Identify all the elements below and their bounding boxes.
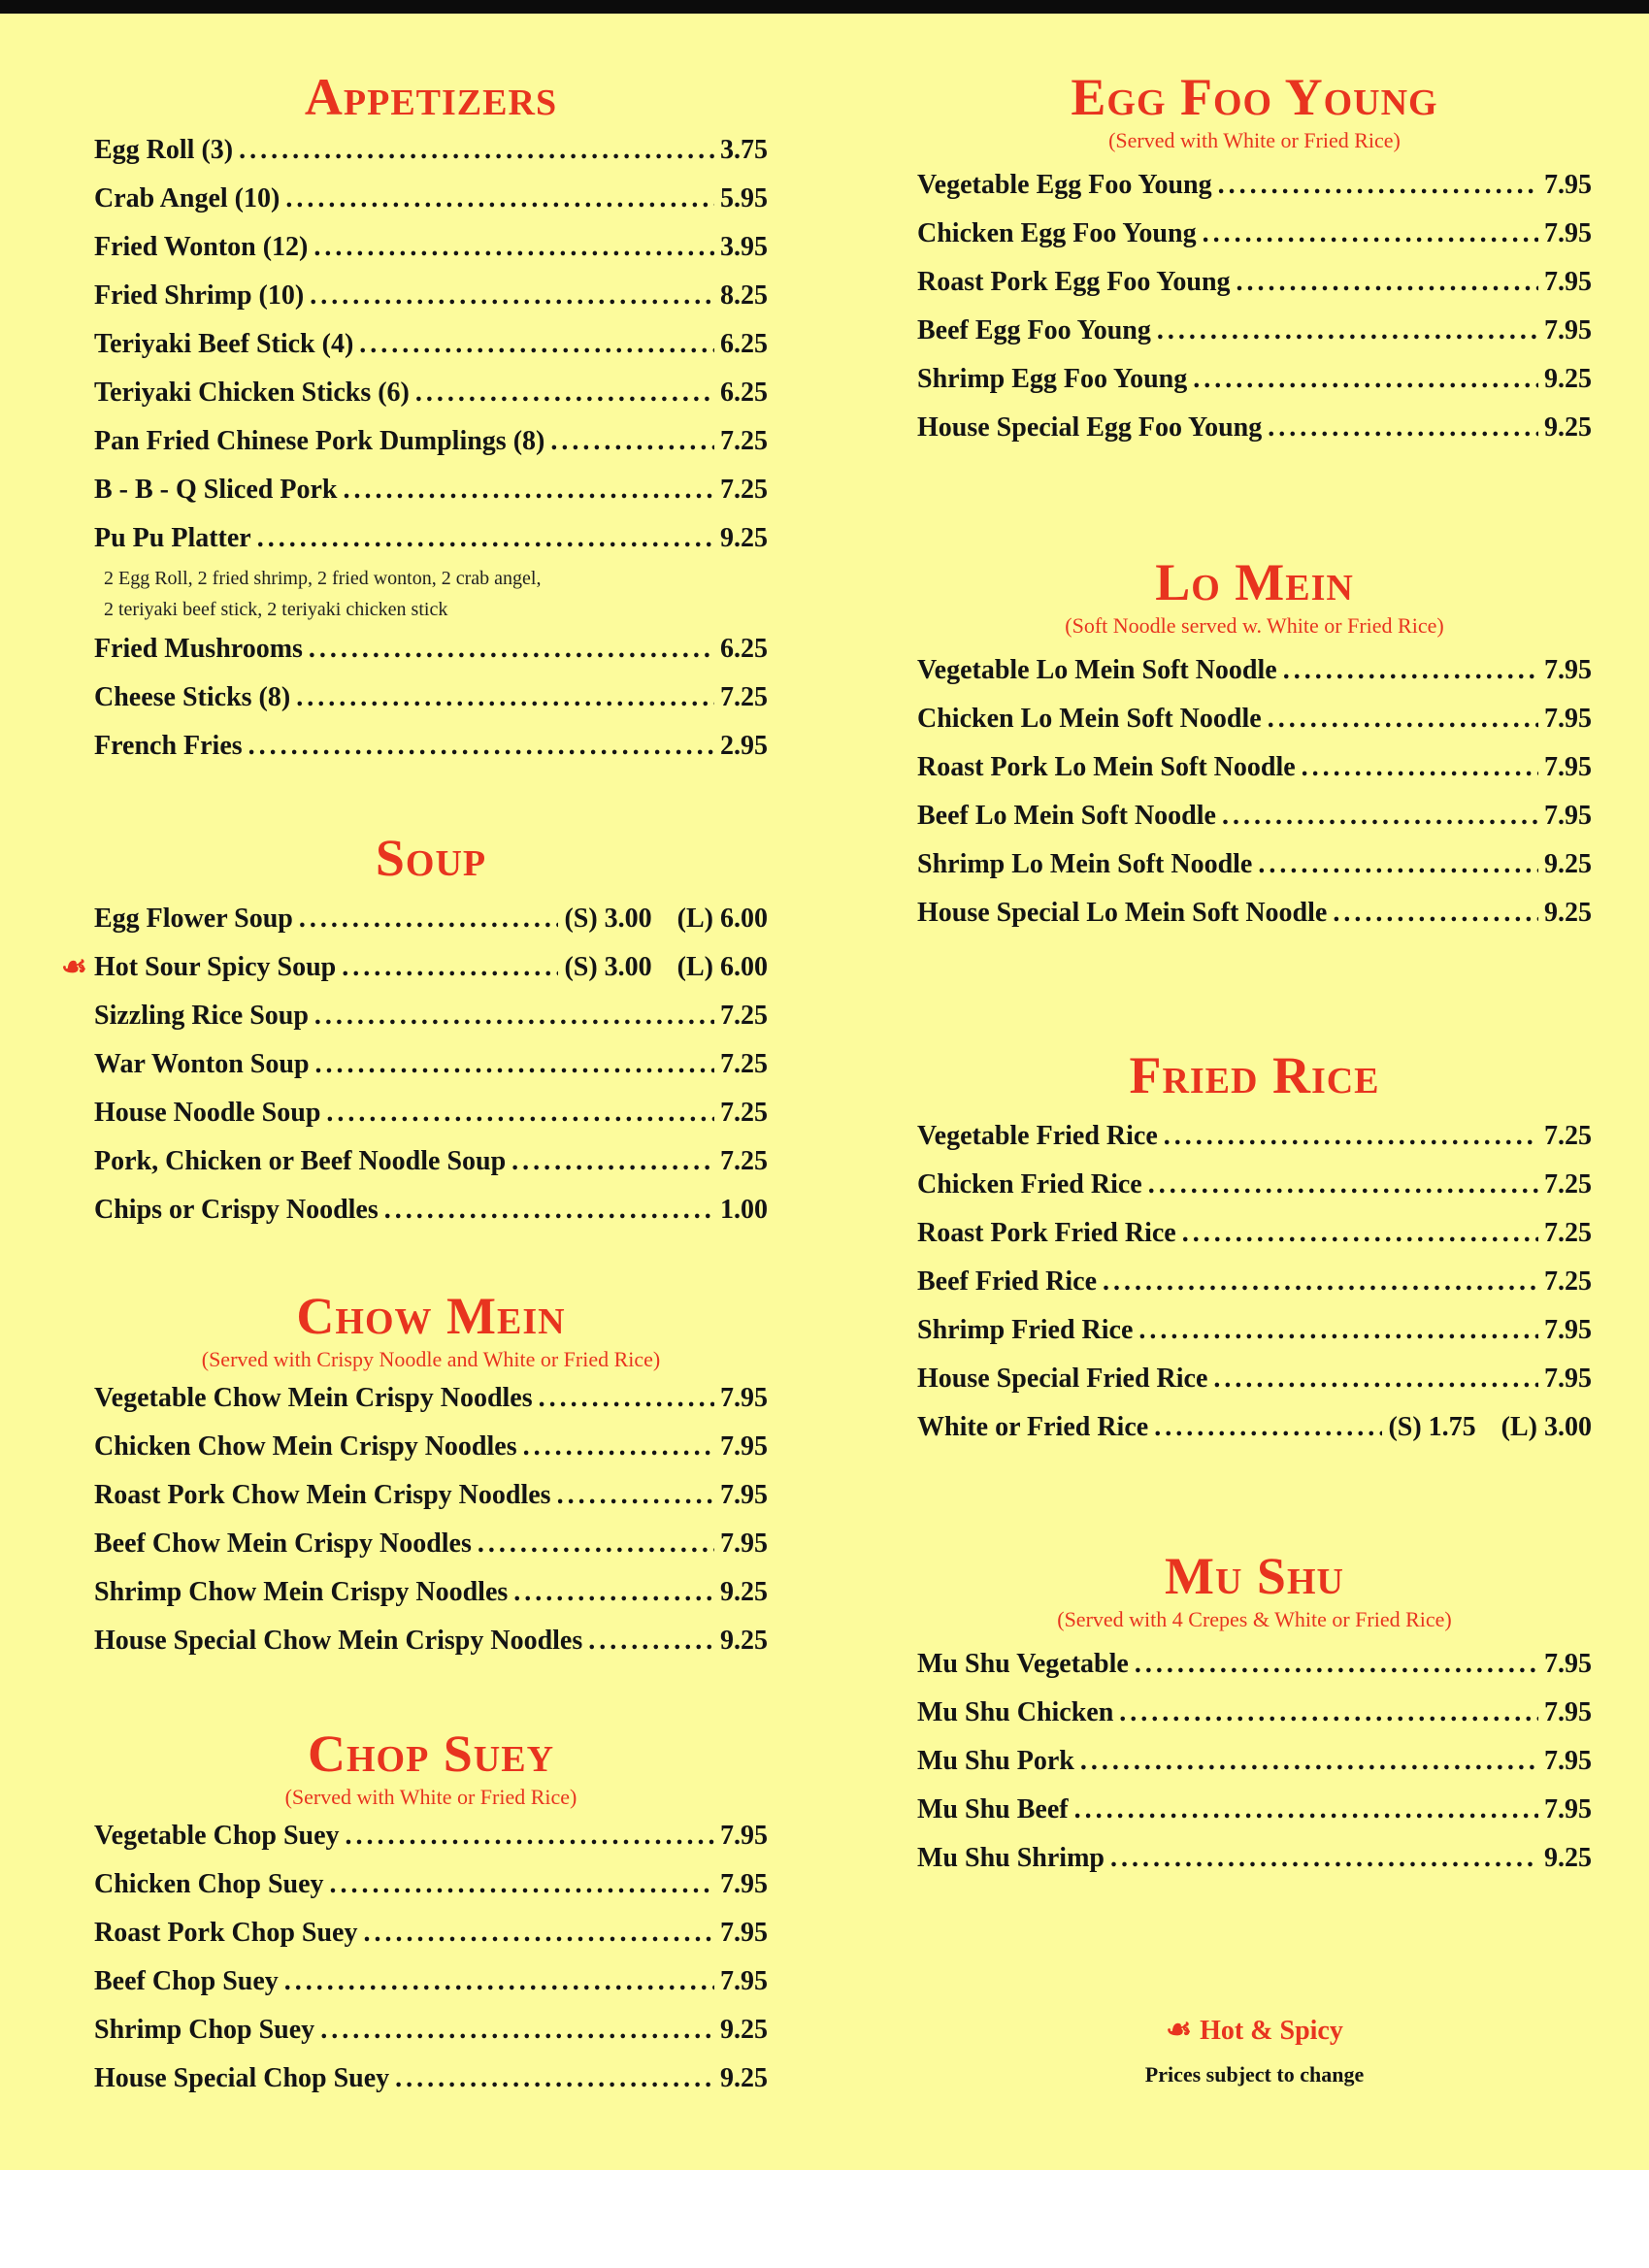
dot-leader: [1268, 404, 1538, 452]
section-subtitle: (Served with White or Fried Rice): [1108, 128, 1401, 152]
item-price: 7.25: [720, 1146, 768, 1176]
item-name: Pork, Chicken or Beef Noodle Soup: [94, 1146, 507, 1176]
section-soup: [61, 829, 768, 1234]
dot-leader: [1203, 210, 1538, 258]
menu-item: [94, 895, 768, 943]
item-name: White or Fried Rice: [917, 1412, 1149, 1442]
item-price: 7.95: [1544, 1649, 1592, 1679]
dot-leader: [1193, 355, 1538, 404]
section-title: Lo Mein: [1155, 553, 1354, 611]
dot-leader: [315, 1040, 714, 1089]
item-price: 9.25: [720, 2063, 768, 2093]
item-price: 7.25: [720, 1049, 768, 1079]
item-price: 7.25: [720, 426, 768, 456]
item-price: 7.95: [1544, 267, 1592, 297]
item-price: 7.95: [720, 1480, 768, 1510]
section-title: Egg Foo Young: [1071, 68, 1438, 126]
menu-item: [917, 1355, 1592, 1403]
item-name: Roast Pork Chow Mein Crispy Noodles: [94, 1480, 551, 1510]
item-price: 9.25: [1544, 412, 1592, 443]
dot-leader: [1119, 1689, 1538, 1737]
dot-leader: [284, 1957, 714, 2006]
dot-leader: [550, 417, 714, 466]
menu-item: [917, 258, 1592, 307]
menu-item: [94, 1617, 768, 1665]
item-price: 2.95: [720, 731, 768, 761]
item-name: Vegetable Chow Mein Crispy Noodles: [94, 1383, 533, 1413]
menu-item: [94, 1909, 768, 1957]
dot-leader: [310, 272, 714, 320]
large-price: (L) 3.00: [1501, 1412, 1592, 1442]
dot-leader: [239, 126, 714, 175]
dot-leader: [346, 1812, 714, 1860]
menu-item: [94, 369, 768, 417]
section-title: Chow Mein: [296, 1287, 566, 1345]
item-name: Egg Flower Soup: [94, 904, 293, 934]
size-prices: [1388, 1403, 1592, 1452]
dot-leader: [1283, 646, 1538, 695]
item-price: 5.95: [720, 183, 768, 214]
item-name: Roast Pork Egg Foo Young: [917, 267, 1231, 297]
item-name: Cheese Sticks (8): [94, 682, 291, 712]
item-name: Vegetable Lo Mein Soft Noodle: [917, 655, 1277, 685]
item-price: 7.95: [1544, 218, 1592, 248]
item-name: Teriyaki Chicken Sticks (6): [94, 378, 410, 408]
section-title: Mu Shu: [1165, 1547, 1344, 1605]
section-lo-mein: [917, 553, 1592, 937]
dot-leader: [1148, 1161, 1538, 1209]
item-price: 7.95: [720, 1966, 768, 1996]
menu-item: [94, 1860, 768, 1909]
menu-item: [94, 1089, 768, 1137]
dot-leader: [1222, 792, 1538, 840]
dot-leader: [511, 1137, 714, 1186]
item-name: House Special Egg Foo Young: [917, 412, 1263, 443]
spicy-legend-label: Hot & Spicy: [1200, 2016, 1343, 2046]
item-price: 7.95: [1544, 170, 1592, 200]
menu-item: [917, 1112, 1592, 1161]
menu-item: [917, 1403, 1592, 1452]
item-price: 7.25: [720, 1098, 768, 1128]
small-price: (S) 1.75: [1388, 1412, 1476, 1442]
item-name: Beef Chow Mein Crispy Noodles: [94, 1528, 472, 1559]
item-price: 7.25: [1544, 1121, 1592, 1151]
menu-item: [94, 1374, 768, 1423]
dot-leader: [1110, 1834, 1538, 1883]
menu-item: [94, 514, 768, 563]
item-name: Mu Shu Pork: [917, 1746, 1074, 1776]
item-price: 7.95: [1544, 315, 1592, 345]
item-price: 7.95: [720, 1528, 768, 1559]
dot-leader: [523, 1423, 714, 1471]
menu-item: [917, 1209, 1592, 1258]
item-price: 7.25: [720, 1001, 768, 1031]
menu-item: [917, 695, 1592, 743]
item-price: 9.25: [1544, 1843, 1592, 1873]
size-prices: [564, 943, 768, 992]
menu-item: [94, 2054, 768, 2103]
menu-item: [917, 1786, 1592, 1834]
item-price: 9.25: [720, 1626, 768, 1656]
item-price: 7.95: [1544, 1697, 1592, 1727]
item-name: House Special Chow Mein Crispy Noodles: [94, 1626, 583, 1656]
item-price: 6.25: [720, 634, 768, 664]
item-price: 1.00: [720, 1195, 768, 1225]
dot-leader: [363, 1909, 714, 1957]
item-name: B - B - Q Sliced Pork: [94, 475, 338, 505]
menu-item: [917, 210, 1592, 258]
large-price: (L) 6.00: [676, 952, 768, 982]
menu-item: [94, 466, 768, 514]
menu-item: [917, 1258, 1592, 1306]
item-price: 3.95: [720, 232, 768, 262]
section-fried-rice: [917, 1046, 1592, 1452]
dot-leader: [1080, 1737, 1538, 1786]
item-name: Mu Shu Vegetable: [917, 1649, 1129, 1679]
section-chop-suey: [94, 1725, 768, 2103]
menu-item: [94, 722, 768, 771]
dot-leader: [1182, 1209, 1538, 1258]
dot-leader: [415, 369, 714, 417]
dot-leader: [343, 466, 714, 514]
dot-leader: [1154, 1403, 1382, 1452]
menu-item: [94, 674, 768, 722]
menu-item: [917, 1640, 1592, 1689]
item-name: Chicken Egg Foo Young: [917, 218, 1197, 248]
item-name: Mu Shu Chicken: [917, 1697, 1114, 1727]
item-name: Shrimp Lo Mein Soft Noodle: [917, 849, 1253, 879]
dot-leader: [1302, 743, 1538, 792]
item-name: Chicken Fried Rice: [917, 1169, 1142, 1200]
menu-item: [94, 272, 768, 320]
item-name: Fried Wonton (12): [94, 232, 309, 262]
dot-leader: [1135, 1640, 1538, 1689]
item-price: 7.95: [1544, 1315, 1592, 1345]
menu-item: [917, 889, 1592, 937]
item-name: Chicken Chop Suey: [94, 1869, 324, 1899]
menu-item: [94, 1137, 768, 1186]
item-price: 7.95: [720, 1431, 768, 1462]
dot-leader: [330, 1860, 714, 1909]
item-price: 6.25: [720, 329, 768, 359]
small-price: (S) 3.00: [564, 904, 652, 934]
item-name: Crab Angel (10): [94, 183, 280, 214]
dot-leader: [342, 943, 558, 992]
spicy-legend: [917, 2013, 1592, 2047]
menu-item: [917, 1306, 1592, 1355]
dot-leader: [478, 1520, 714, 1568]
item-price: 9.25: [720, 1577, 768, 1607]
dot-leader: [313, 223, 714, 272]
menu-item: [94, 1957, 768, 2006]
item-name: Beef Fried Rice: [917, 1266, 1098, 1297]
menu-item: [94, 625, 768, 674]
menu-item: [94, 175, 768, 223]
item-price: 7.95: [1544, 704, 1592, 734]
item-price: 9.25: [720, 523, 768, 553]
item-price: 7.95: [720, 1383, 768, 1413]
menu-item: [917, 161, 1592, 210]
item-name: Egg Roll (3): [94, 135, 234, 165]
menu-item: [917, 792, 1592, 840]
item-name: Shrimp Chow Mein Crispy Noodles: [94, 1577, 509, 1607]
menu-item: [917, 1834, 1592, 1883]
item-name: Mu Shu Shrimp: [917, 1843, 1105, 1873]
section-appetizers: [94, 68, 768, 771]
menu-item: [917, 1689, 1592, 1737]
item-price: 9.25: [720, 2015, 768, 2045]
dot-leader: [1138, 1306, 1538, 1355]
item-price: 7.95: [720, 1869, 768, 1899]
dot-leader: [384, 1186, 714, 1234]
item-price: 3.75: [720, 135, 768, 165]
item-name: Beef Lo Mein Soft Noodle: [917, 801, 1216, 831]
dot-leader: [1164, 1112, 1538, 1161]
item-name: Fried Mushrooms: [94, 634, 303, 664]
section-subtitle: (Soft Noodle served w. White or Fried Rice): [1065, 613, 1444, 638]
menu-item: [917, 355, 1592, 404]
item-name: Roast Pork Chop Suey: [94, 1918, 358, 1948]
item-price: 7.95: [720, 1918, 768, 1948]
dot-leader: [557, 1471, 714, 1520]
item-name: French Fries: [94, 731, 243, 761]
menu-item: [61, 943, 768, 992]
item-name: House Special Chop Suey: [94, 2063, 390, 2093]
menu-item: [94, 992, 768, 1040]
menu-item: [917, 1737, 1592, 1786]
dot-leader: [1213, 1355, 1538, 1403]
item-price: 7.25: [720, 682, 768, 712]
item-price: 7.95: [1544, 1746, 1592, 1776]
item-price: 7.95: [720, 1821, 768, 1851]
item-name: Shrimp Chop Suey: [94, 2015, 315, 2045]
item-name: Mu Shu Beef: [917, 1794, 1069, 1824]
item-name: Teriyaki Beef Stick (4): [94, 329, 354, 359]
menu-item: [94, 320, 768, 369]
menu-item: [917, 307, 1592, 355]
item-price: 9.25: [1544, 898, 1592, 928]
dot-leader: [326, 1089, 714, 1137]
item-price: 7.95: [1544, 801, 1592, 831]
item-name: Roast Pork Lo Mein Soft Noodle: [917, 752, 1296, 782]
dot-leader: [296, 674, 714, 722]
menu-item: [94, 1186, 768, 1234]
dot-leader: [309, 625, 714, 674]
item-name: House Noodle Soup: [94, 1098, 321, 1128]
item-price: 7.25: [1544, 1218, 1592, 1248]
item-name: Vegetable Egg Foo Young: [917, 170, 1212, 200]
menu-item: [94, 1471, 768, 1520]
dot-leader: [1103, 1258, 1538, 1306]
item-name: Chicken Lo Mein Soft Noodle: [917, 704, 1262, 734]
dot-leader: [320, 2006, 714, 2054]
dot-leader: [1258, 840, 1538, 889]
item-name: Chicken Chow Mein Crispy Noodles: [94, 1431, 517, 1462]
scan-top-edge: [0, 0, 1649, 14]
item-name: Vegetable Chop Suey: [94, 1821, 340, 1851]
item-price: 7.25: [1544, 1169, 1592, 1200]
item-name: Shrimp Egg Foo Young: [917, 364, 1188, 394]
section-title: Fried Rice: [1129, 1046, 1380, 1104]
menu-item: [917, 646, 1592, 695]
dot-leader: [1268, 695, 1538, 743]
dot-leader: [1237, 258, 1538, 307]
menu-item: [94, 2006, 768, 2054]
item-name: Beef Chop Suey: [94, 1966, 279, 1996]
item-name: Shrimp Fried Rice: [917, 1315, 1134, 1345]
menu-item: [917, 840, 1592, 889]
menu-item: [94, 1568, 768, 1617]
dot-leader: [299, 895, 559, 943]
item-name: Chips or Crispy Noodles: [94, 1195, 379, 1225]
item-name: Beef Egg Foo Young: [917, 315, 1151, 345]
item-price: 7.25: [720, 475, 768, 505]
dot-leader: [314, 992, 714, 1040]
item-price: 7.95: [1544, 655, 1592, 685]
menu-item: [94, 1423, 768, 1471]
item-price: 9.25: [1544, 364, 1592, 394]
dot-leader: [359, 320, 714, 369]
dot-leader: [1218, 161, 1538, 210]
section-subtitle: (Served with White or Fried Rice): [284, 1785, 577, 1809]
item-name: Roast Pork Fried Rice: [917, 1218, 1176, 1248]
item-name: War Wonton Soup: [94, 1049, 310, 1079]
item-price: 9.25: [1544, 849, 1592, 879]
large-price: (L) 6.00: [676, 904, 768, 934]
item-price: 7.95: [1544, 1364, 1592, 1394]
item-name: Vegetable Fried Rice: [917, 1121, 1158, 1151]
platter-description: 2 teriyaki beef stick, 2 teriyaki chicken stick: [104, 599, 448, 620]
menu-item: [94, 126, 768, 175]
section-subtitle: (Served with Crispy Noodle and White or Fried Rice): [201, 1347, 661, 1371]
menu-item: [94, 417, 768, 466]
item-name: Fried Shrimp (10): [94, 280, 305, 311]
dot-leader: [395, 2054, 714, 2103]
item-price: 6.25: [720, 378, 768, 408]
item-name: House Special Lo Mein Soft Noodle: [917, 898, 1328, 928]
menu-footer: [917, 2013, 1592, 2087]
chili-pepper-icon: ☙: [61, 951, 87, 983]
item-price: 7.95: [1544, 752, 1592, 782]
item-name: House Special Fried Rice: [917, 1364, 1208, 1394]
item-name: Sizzling Rice Soup: [94, 1001, 309, 1031]
menu-item: [94, 1040, 768, 1089]
menu-item: [917, 1161, 1592, 1209]
section-subtitle: (Served with 4 Crepes & White or Fried Rice): [1057, 1607, 1452, 1631]
dot-leader: [588, 1617, 714, 1665]
section-egg-foo-young: [917, 68, 1592, 452]
dot-leader: [539, 1374, 714, 1423]
dot-leader: [1074, 1786, 1538, 1834]
item-price: 7.25: [1544, 1266, 1592, 1297]
small-price: (S) 3.00: [564, 952, 652, 982]
price-disclaimer: Prices subject to change: [1144, 2062, 1365, 2087]
dot-leader: [1333, 889, 1538, 937]
section-title: Soup: [375, 829, 487, 887]
dot-leader: [513, 1568, 714, 1617]
menu-item: [917, 404, 1592, 452]
size-prices: [564, 895, 768, 943]
dot-leader: [1157, 307, 1538, 355]
section-title: Appetizers: [304, 68, 558, 126]
menu-item: [94, 223, 768, 272]
item-price: 7.95: [1544, 1794, 1592, 1824]
menu-item: [94, 1812, 768, 1860]
chili-pepper-icon: ☙: [1166, 2014, 1193, 2046]
section-title: Chop Suey: [307, 1725, 555, 1783]
section-mu-shu: [917, 1547, 1592, 1883]
item-name: Pu Pu Platter: [94, 523, 251, 553]
item-price: 8.25: [720, 280, 768, 311]
item-name: Pan Fried Chinese Pork Dumplings (8): [94, 426, 545, 456]
menu-item: [917, 743, 1592, 792]
dot-leader: [285, 175, 714, 223]
menu-page: [0, 14, 1649, 2170]
dot-leader: [257, 514, 714, 563]
menu-item: [94, 1520, 768, 1568]
dot-leader: [248, 722, 714, 771]
platter-description: 2 Egg Roll, 2 fried shrimp, 2 fried wonton, 2 crab angel,: [104, 568, 542, 589]
item-name: Hot Sour Spicy Soup: [94, 952, 337, 982]
section-chow-mein: [94, 1287, 768, 1665]
